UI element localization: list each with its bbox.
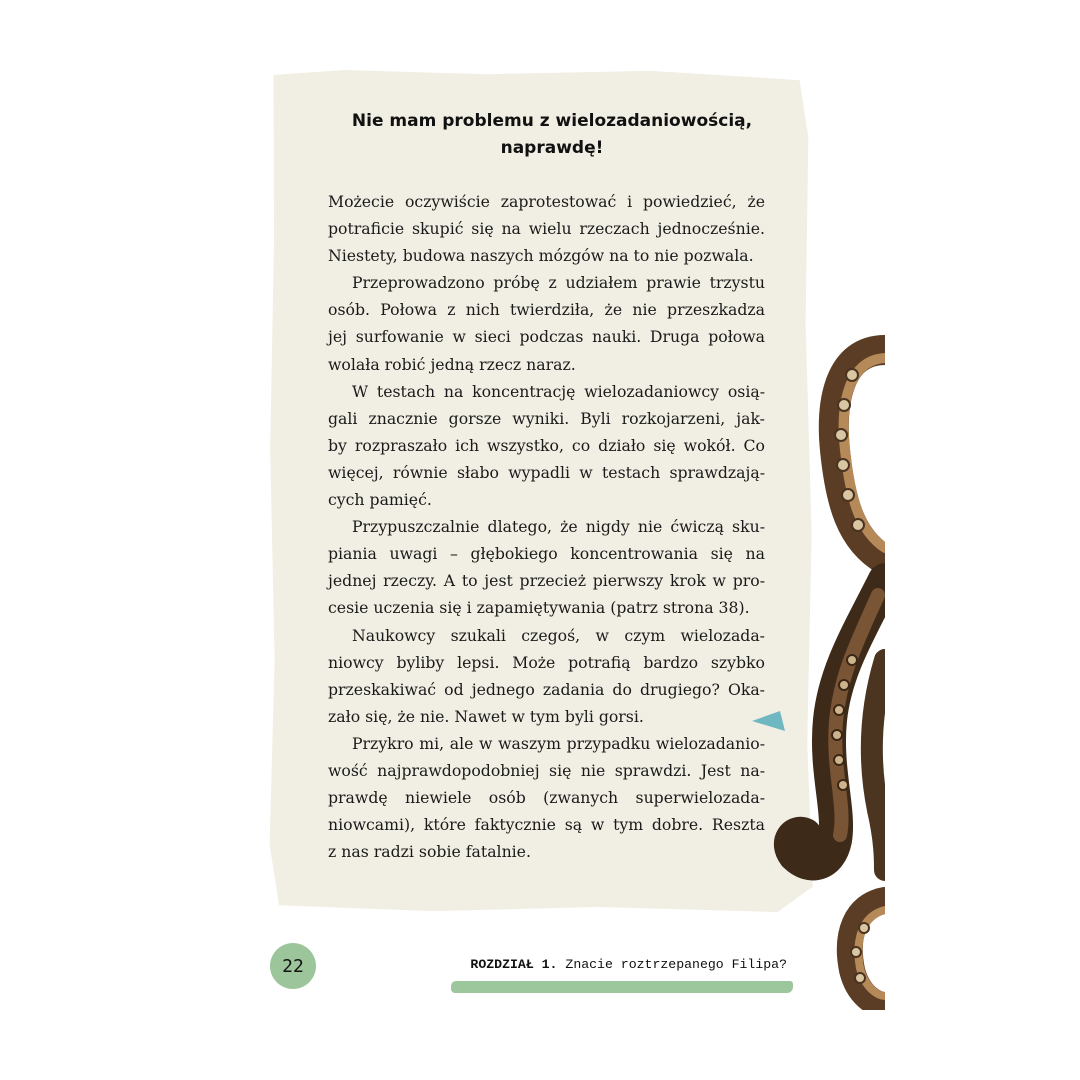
text-line: wolała robić jedną rzecz naraz. <box>328 354 576 374</box>
text-line: cesie uczenia się i zapamiętywania (patrz strona 38). <box>328 598 750 618</box>
octopus-tentacles-icon <box>740 330 885 1010</box>
chapter-label: ROZDZIAŁ 1. <box>470 957 558 972</box>
text-line: Przeprowadzono próbę z udziałem prawie trzystu <box>352 273 765 293</box>
text-line: osób. Połowa z nich twierdziła, że nie przeszkadza <box>328 300 765 320</box>
text-line: cych pamięć. <box>328 490 432 510</box>
text-line: Niestety, budowa naszych mózgów na to nie pozwala. <box>328 246 754 266</box>
text-line: jednej rzeczy. A to jest przecież pierwszy krok w pro- <box>328 571 765 591</box>
text-line: Naukowcy szukali czegoś, w czym wielozada- <box>352 625 765 645</box>
text-line: Przypuszczalnie dlatego, że nigdy nie ćwiczą sku- <box>352 517 765 537</box>
text-line: prawdę niewiele osób (zwanych superwielozada- <box>328 788 765 808</box>
chapter-title: Znacie roztrzepanego Filipa? <box>565 957 787 972</box>
page-number-badge <box>270 943 316 989</box>
text-line: z nas radzi sobie fatalnie. <box>328 842 531 862</box>
chapter-footer <box>452 957 787 972</box>
text-line: jej surfowanie w sieci podczas nauki. Druga połowa <box>328 327 765 347</box>
text-line: piania uwagi – głębokiego koncentrowania się na <box>328 544 765 564</box>
text-line: przeskakiwać od jednego zadania do drugiego? Oka- <box>328 679 765 699</box>
body-text <box>328 188 765 865</box>
text-line: niowcy byliby lepsi. Może potrafią bardzo szybko <box>328 652 765 672</box>
text-line: niowcami), które faktycznie są w tym dobre. Reszta <box>328 815 765 835</box>
text-line: Przykro mi, ale w waszym przypadku wielozadanio- <box>352 733 765 753</box>
page-number: 22 <box>282 955 304 977</box>
text-line: gali znacznie gorsze wyniki. Byli rozkojarzeni, jak- <box>328 408 765 428</box>
text-line: zało się, że nie. Nawet w tym byli gorsi. <box>328 706 644 726</box>
footer-underline-bar <box>451 981 793 993</box>
text-line: więcej, równie słabo wypadli w testach sprawdzają- <box>328 462 765 482</box>
text-line: W testach na koncentrację wielozadaniowcy osią- <box>352 381 765 401</box>
heading-line-1: Nie mam problemu z wielozadaniowością, <box>351 111 753 131</box>
text-line: potraficie skupić się na wielu rzeczach jednocześnie. <box>328 219 765 239</box>
text-line: Możecie oczywiście zaprotestować i powiedzieć, że <box>328 192 765 211</box>
text-line: wość najprawdopodobniej się nie sprawdzi. Jest na- <box>328 760 765 780</box>
heading-line-2: naprawdę! <box>500 138 604 158</box>
section-heading <box>328 108 776 162</box>
text-line: by rozpraszało ich wszystko, co działo się wokół. Co <box>328 435 765 455</box>
